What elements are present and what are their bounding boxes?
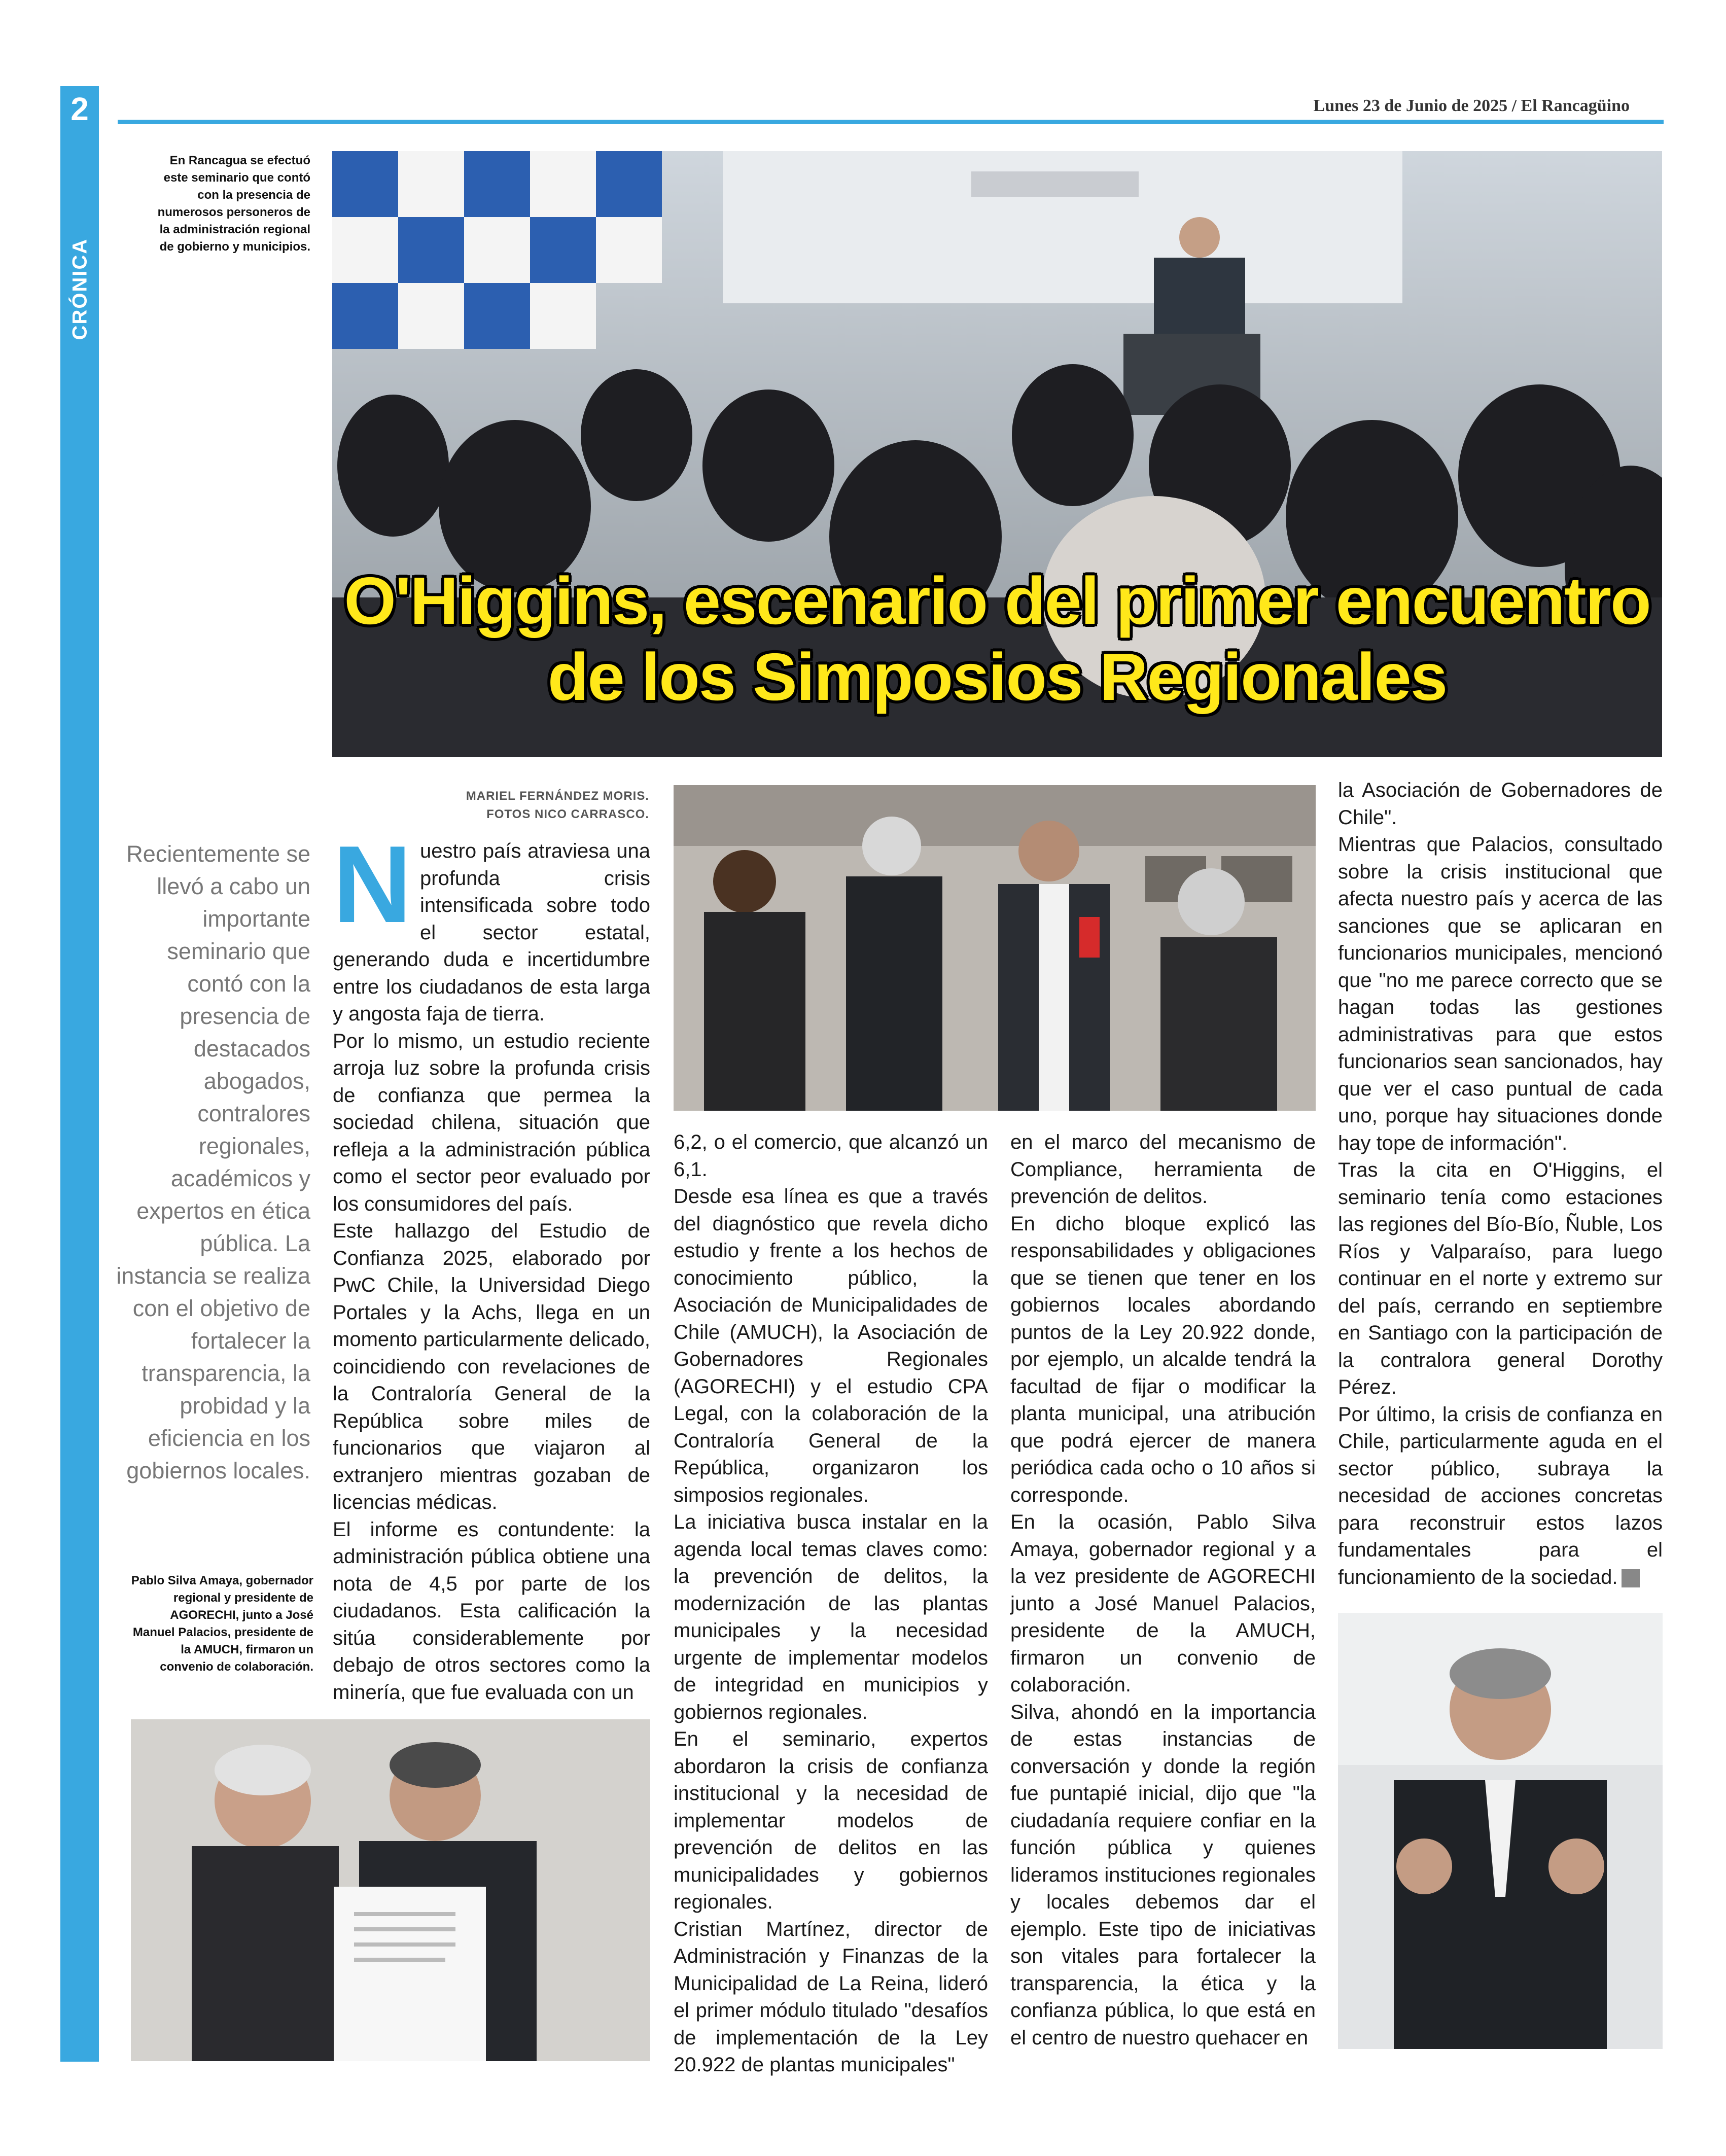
paragraph: En la ocasión, Pablo Silva Amaya, gobernador regional y a la vez presidente de AGORECHI junto a José Manuel Palacios, presidente de la AMUCH, firmaron un convenio de colaboración. bbox=[1010, 1511, 1316, 1696]
byline-photos: FOTOS NICO CARRASCO. bbox=[486, 807, 649, 821]
article-lead: Recientemente se llevó a cabo un importante seminario que contó con la presencia de destacados abogados, contralores regionales, académicos y expertos en ética pública. La instancia se realiza con el objetivo de fortalecer la transparencia, la probidad y la eficiencia en los gobiernos locales. bbox=[116, 841, 310, 1483]
headline: O'Higgins, escenario del primer encuentro de los Simposios Regionales bbox=[344, 563, 1650, 714]
drop-cap: N bbox=[333, 823, 412, 945]
paragraph: El informe es contundente: la administración pública obtiene una nota de 4,5 por parte de los ciudadanos. Esta calificación la sitúa considerablemente por debajo de otros sectores como la minería, que fue evaluada con un bbox=[333, 1518, 650, 1704]
paragraph: Este hallazgo del Estudio de Confianza 2025, elaborado por PwC Chile, la Universidad Diego Portales y la Achs, llega en un momento particularmente delicado, coincidiendo con revelaciones de la Contraloría General de la República sobre miles de funcionarios que viajaron al extranjero mientras gozaban de licencias médicas. bbox=[333, 1220, 650, 1513]
paragraph: 6,2, o el comercio, que alcanzó un 6,1. bbox=[674, 1131, 988, 1181]
paragraph: en el marco del mecanismo de Compliance, herramienta de prevención de delitos. bbox=[1010, 1131, 1316, 1208]
speaker-photo-illustration bbox=[1338, 1613, 1663, 2049]
paragraph: En dicho bloque explicó las responsabilidades y obligaciones que se tienen que tener en los gobiernos locales abordando puntos de la Ley 20.922 donde, por ejemplo, un alcalde tendrá la facultad de fijar o modificar la planta municipal, una atribución que podrá ejercer de manera periódica cada ocho o 10 años si corresponde. bbox=[1010, 1212, 1316, 1506]
press-photo-illustration bbox=[674, 785, 1316, 1111]
article-column-1 bbox=[333, 823, 650, 1706]
article-column-4 bbox=[1338, 777, 1663, 1591]
publication-date: Lunes 23 de Junio de 2025 / El Rancagüino bbox=[1313, 96, 1630, 115]
paragraph: la Asociación de Gobernadores de Chile". bbox=[1338, 779, 1663, 829]
signing-caption: Pablo Silva Amaya, gobernador regional y presidente de AGORECHI, junto a José Manuel Palacios, presidente de la AMUCH, firmaron un convenio de colaboración. bbox=[131, 1574, 313, 1674]
paragraph: Desde esa línea es que a través del diagnóstico que revela dicho estudio y frente a los hechos de conocimiento público, la Asociación de Municipalidades de Chile (AMUCH), la Asociación de Gobernadores Regionales (AGORECHI) y el estudio CPA Legal, con la colaboración de la Contraloría General de la República, organizaron los simposios regionales. bbox=[674, 1185, 988, 1506]
article-column-3 bbox=[1010, 1129, 1316, 2052]
paragraph: Tras la cita en O'Higgins, el seminario tenía como estaciones las regiones del Bío-Bío, Ñuble, Los Ríos y Valparaíso, para luego continuar en el norte y extremo sur del país, cerrando en septiembre en Santiago con la participación de la contralora general Dorothy Pérez. bbox=[1338, 1159, 1663, 1398]
signing-photo-illustration bbox=[131, 1719, 650, 2061]
speaker-photo bbox=[1338, 1613, 1663, 2049]
section-bar bbox=[60, 86, 99, 2062]
paragraph: Por lo mismo, un estudio reciente arroja luz sobre la profunda crisis de confianza que permea la sociedad chilena, situación que refleja a la administración pública como el sector peor evaluado por los consumidores del país. bbox=[333, 1030, 650, 1215]
paragraph: uestro país atraviesa una profunda crisis intensificada sobre todo el sector estatal, generando duda e incertidumbre entre los ciudadanos de esta larga y angosta faja de tierra. bbox=[333, 840, 650, 1025]
paragraph: Silva, ahondó en la importancia de estas instancias de conversación y donde la región fue puntapié inicial, dijo que "la ciudadanía requiere confiar en la función pública y quienes lideramos instituciones regionales y locales debemos dar el ejemplo. Este tipo de iniciativas son vitales para fortalecer la transparencia, la ética y la confianza pública, lo que está en el centro de nuestro quehacer en bbox=[1010, 1701, 1316, 2049]
byline-author: MARIEL FERNÁNDEZ MORIS. bbox=[466, 789, 649, 803]
press-photo bbox=[674, 785, 1316, 1111]
hero-caption: En Rancagua se efectuó este seminario que contó con la presencia de numerosos personeros de la administración regional de gobierno y municipios. bbox=[157, 154, 310, 254]
paragraph-text: Por último, la crisis de confianza en Chile, particularmente aguda en el sector público, subraya la necesidad de acciones concretas para reconstruir estos lazos fundamentales para el funcionamiento de la sociedad. bbox=[1338, 1403, 1663, 1588]
header-rule bbox=[118, 120, 1664, 124]
end-of-article-icon bbox=[1622, 1569, 1640, 1587]
section-label bbox=[65, 238, 95, 340]
paragraph bbox=[1338, 1401, 1663, 1592]
paragraph: Mientras que Palacios, consultado sobre la crisis institucional que afecta nuestro país y acerca de las sanciones que se aplicaran en funcionarios municipales, mencionó que "no me parece correcto que se hagan todas las gestiones administrativas para que estos funcionarios sean sancionados, hay que ver el caso puntual de cada uno, porque hay situaciones donde hay tope de información". bbox=[1338, 833, 1663, 1154]
byline bbox=[446, 787, 649, 824]
article-column-2 bbox=[674, 1129, 988, 2079]
page-number: 2 bbox=[71, 91, 89, 127]
paragraph: La iniciativa busca instalar en la agenda local temas claves como: la prevención de delitos, la modernización de las plantas municipales y la necesidad urgente de implementar modelos de integridad en municipios y gobiernos regionales. bbox=[674, 1511, 988, 1723]
paragraph: En el seminario, expertos abordaron la crisis de confianza institucional y la necesidad de implementar modelos de prevención de delitos en las municipalidades y gobiernos regionales. bbox=[674, 1728, 988, 1913]
section-label-text: CRÓNICA bbox=[68, 238, 91, 340]
paragraph: Cristian Martínez, director de Administración y Finanzas de la Municipalidad de La Reina, lideró el primer módulo titulado "desafíos de implementación de la Ley 20.922 de plantas municipales" bbox=[674, 1918, 988, 2076]
signing-photo bbox=[131, 1719, 650, 2061]
